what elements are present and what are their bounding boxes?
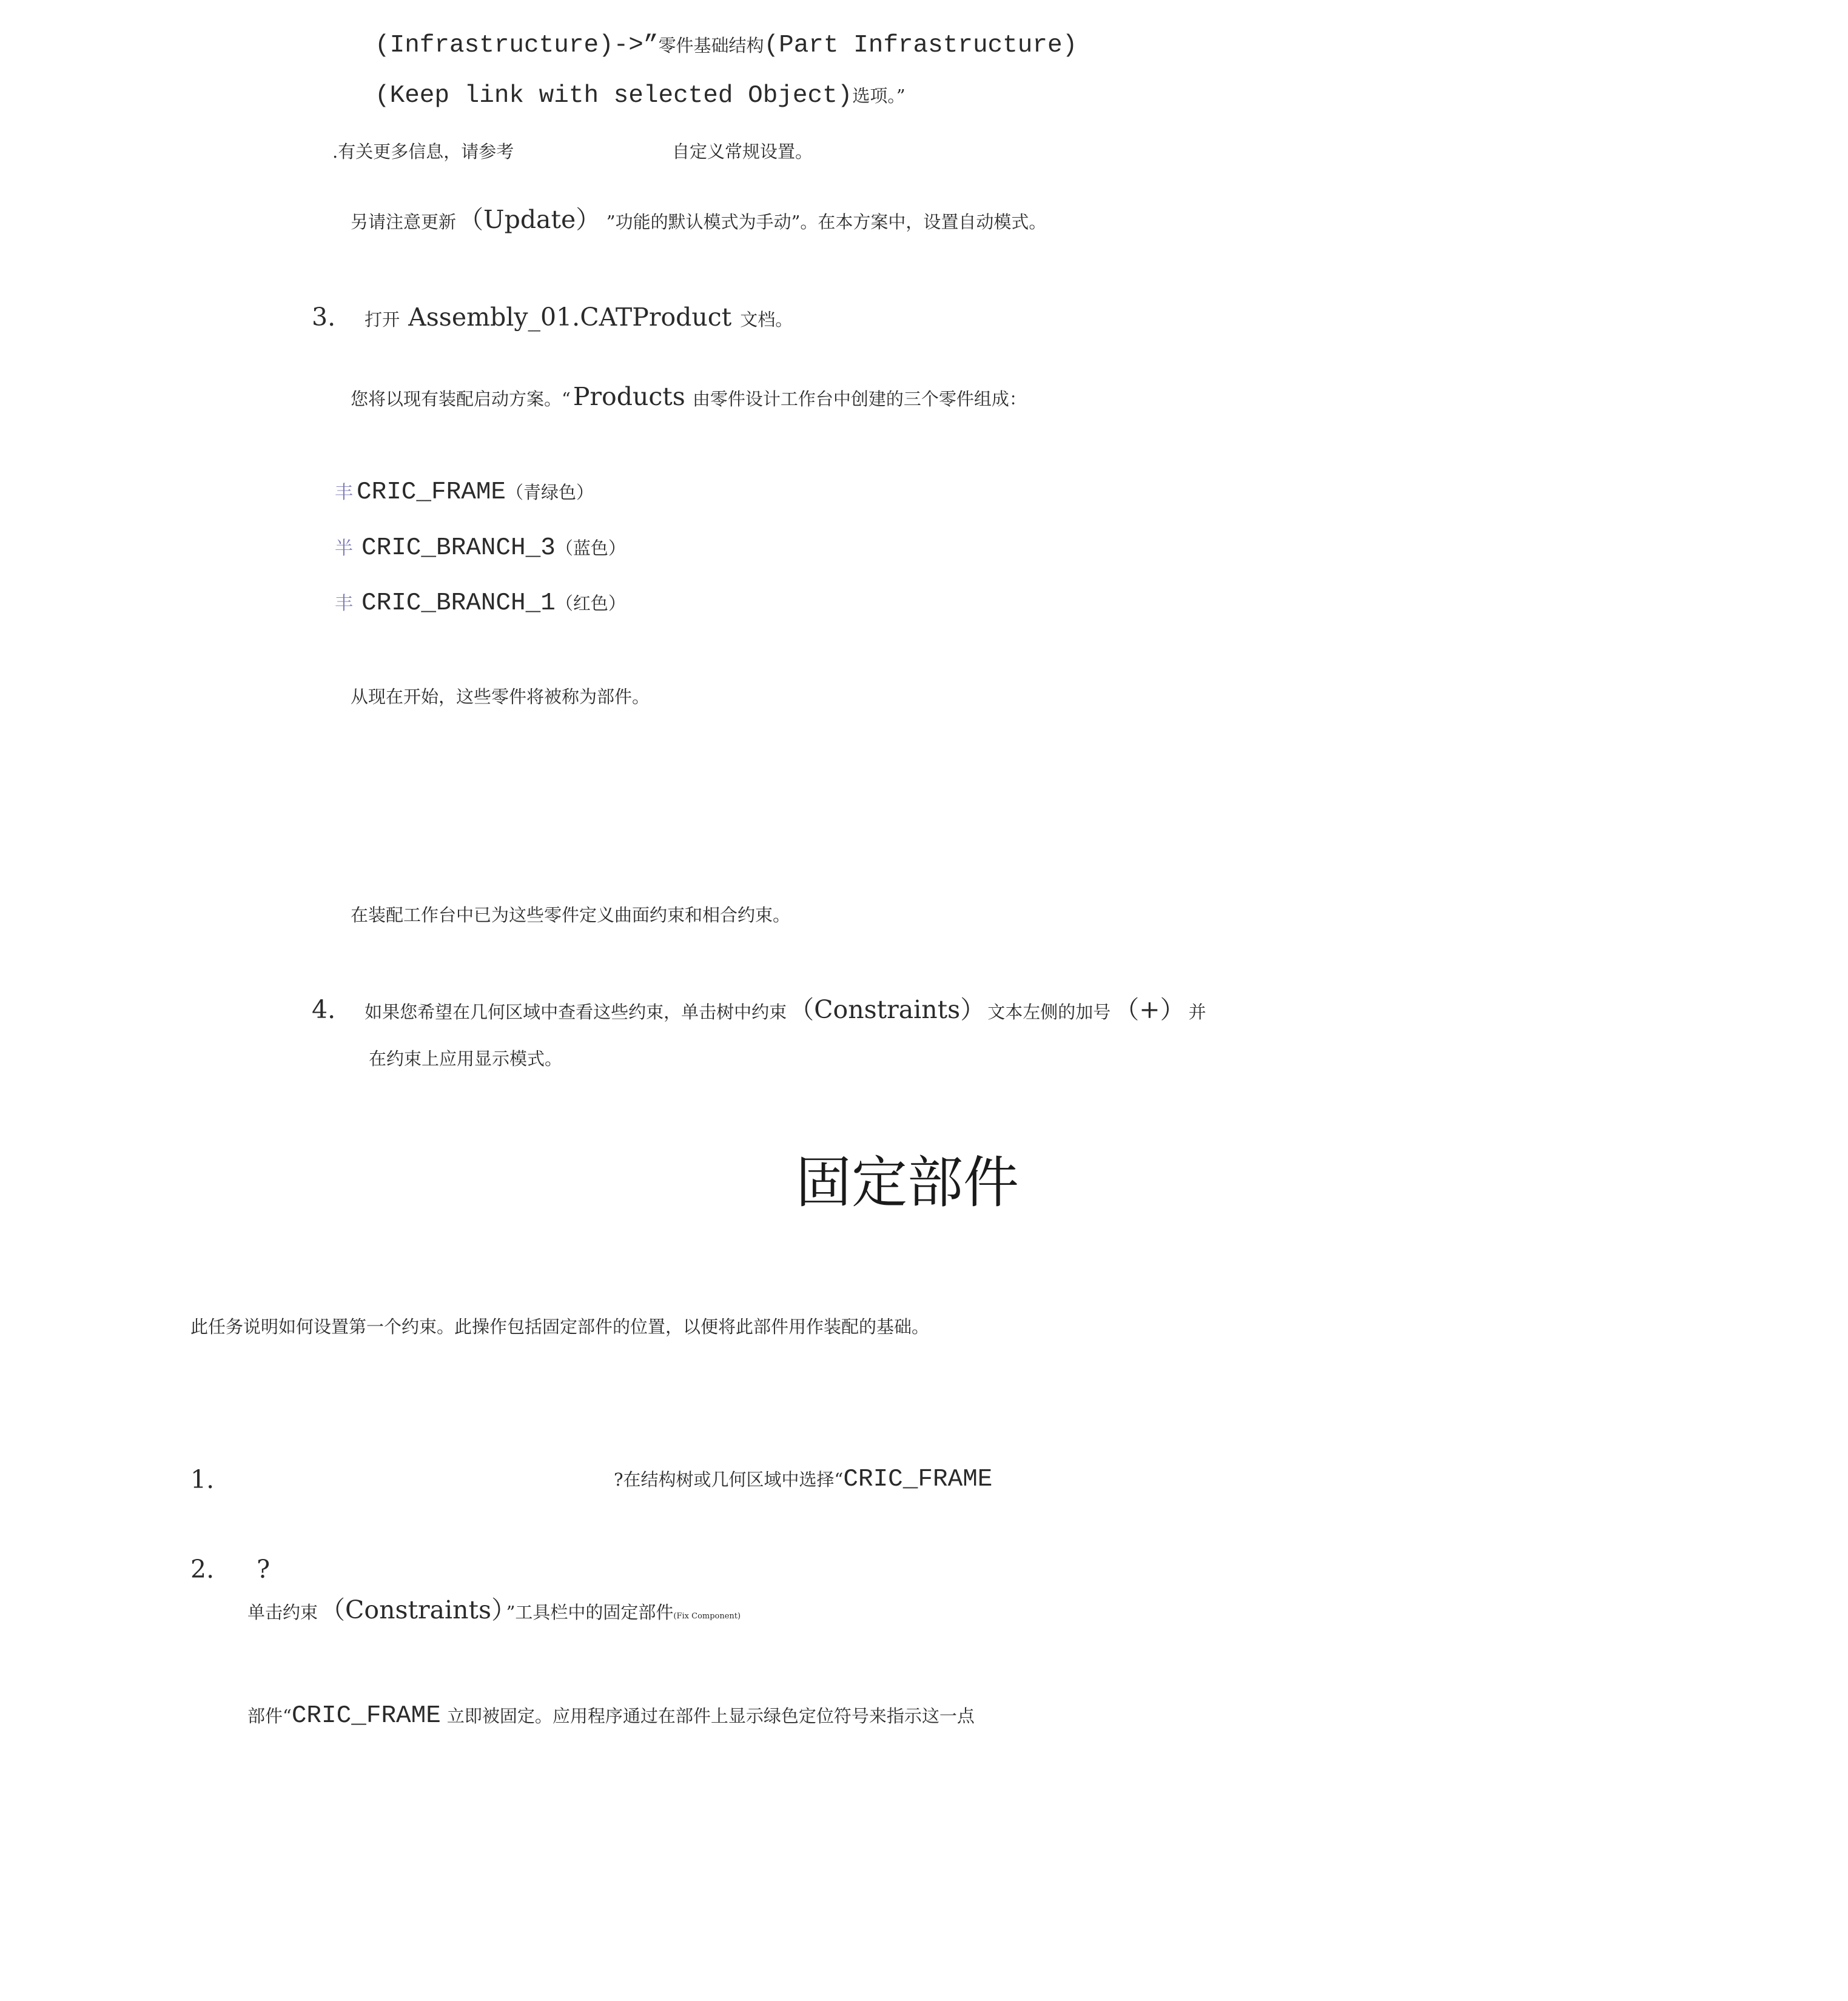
bullet-icon: 半 [335,538,353,559]
part-color: （蓝色） [555,538,626,558]
step-3-doc: 文档。 [740,309,793,330]
intro-line-2 [375,84,906,109]
section-step-1 [614,1467,992,1492]
update-keyword: （Update） [459,205,588,234]
fix-component-label: (Fix Component) [673,1612,741,1621]
step-4-number: 4. [312,995,336,1024]
bullet-icon: 丰 [335,593,353,614]
part-name: CRIC_BRANCH_1 [361,589,556,617]
step-3-desc [351,384,1027,409]
cric-frame-result: CRIC_FRAME [291,1702,441,1730]
products-keyword: Products [573,382,685,411]
result-prefix: 部件“ [247,1706,292,1726]
custom-settings-link[interactable]: 自定义常规设置。 [672,141,813,162]
part-infrastructure-cn: 零件基础结构 [658,35,764,56]
part-color: （红色） [555,593,626,614]
step-3-open: 打开 [365,309,400,330]
constraints-toolbar-keyword: （Constraints） [320,1595,504,1624]
list-item [335,480,594,505]
intro-line-1 [375,33,1077,58]
keep-link-text: (Keep link with selected Object) [375,82,853,110]
result-suffix: 立即被固定。应用程序通过在部件上显示绿色定位符号来指示这一点 [446,1706,975,1726]
step-4-text-c: 文本左侧的加号 [987,1002,1111,1022]
result-line [247,1704,975,1729]
section-intro: 此任务说明如何设置第一个约束。此操作包括固定部件的位置，以便将此部件用作装配的基础。 [190,1316,930,1337]
intro-note-1-link[interactable] [672,143,813,161]
list-item [335,591,626,616]
part-color: （青绿色） [506,482,594,503]
select-prefix: ?在结构树或几何区域中选择“ [614,1469,844,1490]
constraints-defined-note: 在装配工作台中已为这些零件定义曲面约束和相合约束。 [351,905,791,925]
bullet-icon: 丰 [335,482,353,503]
constraints-keyword: （Constraints） [789,995,986,1024]
part-name: CRIC_FRAME [357,478,506,506]
part-name: CRIC_BRANCH_3 [361,534,556,562]
components-note: 从现在开始，这些零件将被称为部件。 [351,686,650,707]
desc-suffix: 由零件设计工作台中创建的三个零件组成： [692,389,1027,409]
step-4-text-a: 如果您希望在几何区域中查看这些约束，单击树中约束 [365,1002,787,1022]
step-4-line-2: 在约束上应用显示模式。 [369,1048,563,1069]
step-4 [312,997,1206,1022]
option-suffix: 选项。” [852,85,906,106]
update-prefix: 另请注意更新 [351,212,457,232]
section-title: 固定部件 [796,1150,1020,1215]
infrastructure-text: (Infrastructure)->” [375,32,659,59]
plus-sign: （+） [1114,995,1185,1024]
intro-note-1 [332,143,514,161]
question-mark: ? [257,1555,270,1584]
toolbar-fix-component: ”工具栏中的固定部件 [506,1602,674,1623]
desc-prefix: 您将以现有装配启动方案。“ [351,389,571,409]
section-step-2-number-row [190,1557,270,1582]
step-3-number: 3. [312,303,336,332]
part-infrastructure-en: (Part Infrastructure) [764,32,1078,59]
list-item [335,536,626,561]
click-constraints-prefix: 单击约束 [247,1602,318,1623]
step-3 [312,305,793,330]
cric-frame-ref: CRIC_FRAME [843,1466,993,1493]
section-step-2-number: 2. [190,1555,215,1584]
step-3-filename: Assembly_01.CATProduct [408,303,732,332]
step-4-text-e: 并 [1188,1002,1206,1022]
section-step-1-number: 1. [190,1465,215,1494]
more-info-text: .有关更多信息，请参考 [332,141,514,162]
intro-note-2 [351,207,1046,232]
section-step-2 [247,1595,741,1624]
update-suffix: ”功能的默认模式为手动”。在本方案中，设置自动模式。 [606,212,1047,232]
